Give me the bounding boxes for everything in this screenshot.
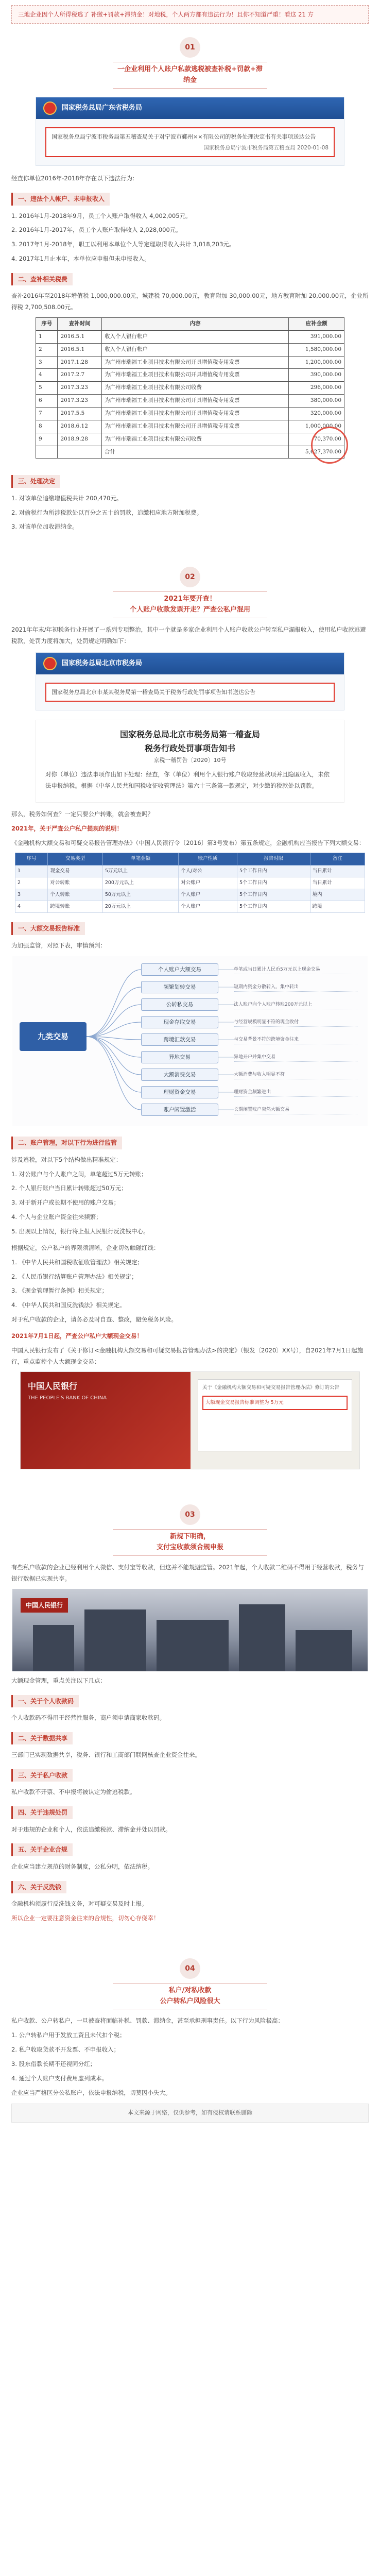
table-cell: 2018.6.12: [58, 420, 102, 433]
mind-map-branch: 频繁划转交易: [141, 981, 218, 993]
table-cell: 跨境转账: [48, 901, 102, 912]
paragraph: 金融机构须履行反洗钱义务，对可疑交易及时上报。: [11, 1900, 148, 1908]
table-cell: 2017.2.7: [58, 369, 102, 382]
table-cell: 为广州市瑞福工业项目技术有限公司开具增值税专用发票: [102, 395, 289, 408]
table-cell: 当日累计: [310, 877, 365, 889]
title-line: 支付宝收款须合规申报: [156, 1544, 223, 1552]
table-cell: 个人转账: [48, 889, 102, 901]
mind-map-branch: 大额消费交易: [141, 1069, 218, 1081]
table-cell: 5个工作日内: [237, 889, 310, 901]
screenshot-card: [36, 652, 344, 711]
paragraph: 个人收款码不得用于经营性服务，商户须申请商家收款码。: [11, 1714, 165, 1721]
table-row: [15, 877, 365, 889]
list-item: 2. 2016年1月-2017年，员工个人账户取得收入 2,028,000元。: [11, 226, 182, 234]
table-cell: 5个工作日内: [237, 877, 310, 889]
section-title: 一企业利用个人账户私款逃税被查补税+罚款+滞纳金: [113, 62, 267, 89]
mind-map-leaf: 单笔或当日累计人民币5万元以上现金交易: [234, 965, 357, 974]
violation-list: [11, 211, 369, 265]
paragraph: 查补2016年至2018年增值税 1,000,000.00元，城建税 70,000.00元，教育附加 30,000.00元，地方教育附加 20,000.00元，企业所得税 2,700,508.00元。: [11, 292, 369, 311]
table-cell: 380,000.00: [289, 395, 344, 408]
mind-map-leaf: 短期内资金分散转入、集中转出: [234, 982, 357, 992]
section-title: [113, 591, 267, 618]
mind-map-branch: 公转私交易: [141, 998, 218, 1011]
table-row: [36, 420, 344, 433]
mind-map-leaf: 异地开户并集中交易: [234, 1053, 357, 1062]
paragraph: 经查你单位2016年-2018年存在以下违法行为:: [11, 175, 135, 182]
title-line: 个人账户收款发票开走？严查公私户混用: [129, 606, 250, 614]
mind-map-connector: [87, 970, 141, 1037]
title-line: 新规下明确，: [169, 1533, 210, 1541]
table-header: 交易类型: [48, 853, 102, 865]
table-header: 账户性质: [179, 853, 237, 865]
highlight-heading: 2021年7月1日起，严查公户私户大额现金交易！: [11, 1332, 143, 1340]
paragraph: 所以企业一定要注意资金往来的合规性，切勿心存侥幸！: [11, 1914, 160, 1922]
subheading: 二、账户管理，对以下行为进行监管: [11, 1137, 122, 1149]
table-cell: 4: [15, 901, 48, 912]
table-cell: 个人账户: [179, 901, 237, 912]
mind-map-branch: 账户闲置激活: [141, 1104, 218, 1116]
paragraph: 中国人民银行发布了《关于修订<金融机构大额交易和可疑交易报告管理办法>的决定》（银发〔2020〕XX号），自2021年7月1日起施行，重点监控个人大额现金交易：: [11, 1346, 364, 1365]
paragraph: 私户收款、公户转私户，一旦被查将面临补税、罚款、滞纳金，甚至承担刑事责任。以下行为风险极高：: [11, 2017, 284, 2025]
table-cell: 5个工作日内: [237, 901, 310, 912]
mind-map-branch: 个人账户大额交易: [141, 963, 218, 976]
paragraph: 涉及逃税，对以下5个结构做出精准规定：: [11, 1156, 122, 1163]
subheading: 三、处理决定: [11, 475, 60, 487]
paragraph: 大额现金管理，重点关注以下几点：: [11, 1676, 106, 1684]
table-cell: 收入个人银行帐户: [102, 343, 289, 356]
notice-box: [45, 127, 335, 157]
title-line: 2021年要开查！: [164, 595, 216, 603]
tax-site-header: [36, 653, 344, 674]
table-header: 序号: [15, 853, 48, 865]
paragraph: 私户收款不开票、不申报将被认定为偷逃税款。: [11, 1788, 136, 1796]
site-name: 国家税务总局北京市税务局: [62, 659, 143, 667]
table-cell: 2017.5.5: [58, 407, 102, 420]
mind-map-leaf: 与经营规模明显不符的现金收付: [234, 1018, 357, 1027]
table-cell: 3: [36, 356, 58, 369]
table-cell: 1,000,000.00: [289, 420, 344, 433]
table-header: 应补金额: [289, 318, 344, 331]
list-item: 4. 通过个人账户支付费用虚列成本。: [11, 2074, 108, 2082]
section-title: [113, 1983, 267, 2010]
pboc-screenshot: [20, 1371, 360, 1469]
table-row: [36, 395, 344, 408]
mind-map-branch: 现金存取交易: [141, 1016, 218, 1028]
mind-map-connector: [87, 987, 141, 1037]
list-item: 5. 出现以上情况，银行将上报人民银行反洗钱中心。: [11, 1227, 149, 1235]
section-title: [113, 1529, 267, 1556]
footer-disclaimer: 本文来源于网络，仅供参考，如有侵权请联系删除: [11, 2104, 369, 2123]
table-cell: 合计: [102, 446, 289, 459]
subheading: 二、查补相关税费: [11, 273, 73, 285]
table-cell: 跨境: [310, 901, 365, 912]
paragraph: 为加强监管，对照下表，审慎预判：: [11, 941, 106, 949]
table-cell: 20万元以上: [102, 901, 178, 912]
list-item: 4. 个人与企业账户资金往来频繁；: [11, 1213, 102, 1221]
table-cell: 50万元以上: [102, 889, 178, 901]
table-header: 备注: [310, 853, 365, 865]
site-name: 国家税务总局广东省税务局: [62, 104, 143, 112]
table-cell: 3: [15, 889, 48, 901]
table-cell: 1,200,000.00: [289, 356, 344, 369]
mind-map-leaf: 理财资金频繁进出: [234, 1088, 357, 1097]
table-cell: 收入个人银行帐户: [102, 330, 289, 343]
building-sign: 中国人民银行: [21, 1598, 68, 1613]
paragraph: 那么，税务如何查？一定只要公户转账，就会被查吗？: [11, 810, 153, 818]
table-cell: 2: [36, 343, 58, 356]
table-cell: 当日累计: [310, 865, 365, 877]
official-seal: [311, 427, 348, 464]
table-cell: 8: [36, 420, 58, 433]
list-item: 1. 对公账户与个人账户之间，单笔超过5万元转账；: [11, 1170, 147, 1178]
list-item: 2. 《人民币银行结算账户管理办法》相关规定；: [11, 1273, 137, 1280]
section-number-badge: 01: [180, 37, 200, 58]
notice-text: 国家税务总局宁波市税务局第五稽查局关于对宁波市鄞州××有限公司的税务处理决定书有关事项送达公告: [51, 133, 316, 140]
mind-map-connector: [87, 1005, 141, 1037]
table-cell: 个人账户: [179, 889, 237, 901]
list-item: 3. 对于新开户或长期不使用的账户交易；: [11, 1199, 120, 1207]
table-cell: 1,580,000.00: [289, 343, 344, 356]
pboc-logo-en: THE PEOPLE'S BANK OF CHINA: [28, 1395, 107, 1401]
title-line: 私户/对私收款: [168, 1986, 212, 1994]
paragraph: 根据规定，公户私户的界限须清晰，企业切勿触碰红线：: [11, 1244, 160, 1251]
list-item: 1. 《中华人民共和国税收征收管理法》相关规定；: [11, 1258, 144, 1266]
table-cell: 2017.3.23: [58, 382, 102, 395]
mind-map-leaf: 与交易背景不符的跨境资金往来: [234, 1035, 357, 1044]
penalty-notice-doc: [36, 720, 344, 803]
table-cell: 现金交易: [48, 865, 102, 877]
section-number-badge: 04: [180, 1958, 200, 1979]
list-item: 3. 对该单位加收滞纳金。: [11, 523, 78, 531]
table-cell: 对公转账: [48, 877, 102, 889]
table-cell: 7: [36, 407, 58, 420]
paragraph: 企业应当严格区分公私账户，依法申报纳税，切莫因小失大。: [11, 2089, 171, 2096]
pboc-page: [191, 1372, 359, 1469]
table-cell: 2: [15, 877, 48, 889]
tax-site-header: [36, 97, 344, 119]
list-item: 4. 2017年1月止本年，本单位应申报但未申报收入。: [11, 255, 150, 263]
pboc-logo: 中国人民银行: [28, 1381, 78, 1392]
mind-map-center: 九类交易: [20, 1022, 87, 1051]
paragraph: 有些私户收款的企业已经利用个人微信、支付宝等收款，但这并不能规避监管。2021年起，个人收款二维码不得用于经营收款，税务与银行数据已实现共享。: [11, 1564, 364, 1582]
list-item: 1. 2016年1月-2018年9月，员工个人账户取得收入 4,002,005元。: [11, 212, 192, 219]
table-row: [36, 433, 344, 446]
table-row: [36, 356, 344, 369]
mind-map-branch: 跨境汇款交易: [141, 1033, 218, 1046]
pboc-banner: [21, 1372, 191, 1469]
paragraph: 对于私户收款的企业，请务必及时自查、整改，避免税务风险。: [11, 1316, 177, 1324]
table-row: [15, 865, 365, 877]
intro-banner: 三地企业因个人所得税逃了 补缴+罚款+滞纳金！对地税，个人两方都有违法行为！且你不知道严重！看这 21 方: [11, 5, 369, 24]
highlight-heading: 2021年，关于严查公户私户提现的说明！: [11, 824, 123, 832]
subheading: 六、关于反洗钱: [11, 1881, 66, 1893]
table-cell: 为广州市瑞福工业项目技术有限公司收费: [102, 382, 289, 395]
mind-map-leaf: 大额消费与收入明显不符: [234, 1070, 357, 1079]
list-item: 1. 对该单位追缴增值税共计 200,470元。: [11, 494, 123, 502]
table-cell: 为广州市瑞福工业项目技术有限公司开具增值税专用发票: [102, 420, 289, 433]
table-header: 报告时限: [237, 853, 310, 865]
announcement-box: [198, 1379, 352, 1451]
announcement-title: 关于《金融机构大额交易和可疑交易报告管理办法》修订的公告: [202, 1385, 340, 1391]
table-cell: 5个工作日内: [237, 865, 310, 877]
table-cell: [58, 446, 102, 459]
table-cell: 1: [36, 330, 58, 343]
table-cell: 6: [36, 395, 58, 408]
table-cell: 391,000.00: [289, 330, 344, 343]
table-cell: 5,627,370.00: [289, 446, 344, 459]
table-cell: 2017.3.23: [58, 395, 102, 408]
table-header: 单笔金额: [102, 853, 178, 865]
table-cell: 个人/对公: [179, 865, 237, 877]
paragraph: 2021年年末/年初税务行业开展了一系列专项整治，其中一个就是多家企业利用个人账户收款公户转至私户漏报收入，使用私户收款逃避税款，处罚力度将加大，处罚规定明确如下：: [11, 625, 366, 645]
table-cell: 2017.1.28: [58, 356, 102, 369]
list-item: 2. 私户收取货款不开发票、不申报收入；: [11, 2046, 120, 2054]
subheading: 一、违法个人帐户、未申报收入: [11, 193, 110, 205]
list-item: 2. 个人银行账户当日累计转账超过50万元；: [11, 1184, 127, 1192]
table-header: 内容: [102, 318, 289, 331]
table-cell: 9: [36, 433, 58, 446]
table-header: 序号: [36, 318, 58, 331]
paragraph: 企业应当建立规范的财务制度，公私分明，依法纳税。: [11, 1862, 153, 1870]
table-cell: 1: [15, 865, 48, 877]
table-row: [36, 330, 344, 343]
table-cell: 70,370.00: [289, 433, 344, 446]
subheading: 一、关于个人收款码: [11, 1695, 79, 1707]
table-cell: 2016.5.1: [58, 343, 102, 356]
mind-map-branch: 理财资金交易: [141, 1086, 218, 1098]
list-item: 1. 公户转私户用于发放工资且未代扣个税；: [11, 2031, 126, 2039]
screenshot-card: [36, 97, 344, 166]
mind-map-branch: 异地交易: [141, 1051, 218, 1063]
table-cell: 2016.5.1: [58, 330, 102, 343]
pboc-building-photo: [12, 1589, 368, 1671]
paragraph: 三部门已实现数据共享，税务、银行和工商部门联网核查企业资金往来。: [11, 1751, 201, 1759]
list-item: 3. 2017年1月-2018年，职工以利用本单位个人等定理取得收入共计 3,018,203元。: [11, 241, 235, 248]
subheading: 四、关于违规处罚: [11, 1806, 73, 1819]
table-row: [36, 343, 344, 356]
title-line: 公户转私户风险很大: [160, 1997, 220, 2005]
table-row: [36, 407, 344, 420]
table-cell: 296,000.00: [289, 382, 344, 395]
table-row: [36, 369, 344, 382]
list-item: 3. 《现金管理暂行条例》相关规定；: [11, 1287, 108, 1295]
list-item: 3. 股东借款长期不还视同分红；: [11, 2060, 96, 2067]
subheading: 五、关于企业合规: [11, 1843, 73, 1856]
notice-signature: 国家税务总局宁波市税务局第五稽查局 2020-01-08: [203, 144, 329, 151]
subheading: 一、大额交易报告标准: [11, 922, 85, 935]
mind-map: [12, 956, 368, 1126]
mind-map-connector: [87, 1037, 141, 1092]
table-cell: 5万元以上: [102, 865, 178, 877]
table-cell: 390,000.00: [289, 369, 344, 382]
table-row: [15, 889, 365, 901]
table-cell: 境内: [310, 889, 365, 901]
table-cell: 为广州市瑞福工业项目技术有限公司开具增值税专用发票: [102, 407, 289, 420]
subheading: 三、关于私户收款: [11, 1769, 73, 1782]
table-cell: 为广州市瑞福工业项目技术有限公司收费: [102, 433, 289, 446]
table-row: [15, 901, 365, 912]
table-cell: 320,000.00: [289, 407, 344, 420]
table-cell: 为广州市瑞福工业项目技术有限公司开具增值税专用发票: [102, 369, 289, 382]
section-number-badge: 02: [180, 567, 200, 587]
announcement-highlight: 大额现金交易报告标准调整为 5万元: [202, 1396, 348, 1410]
list-item: 4. 《中华人民共和国反洗钱法》相关规定。: [11, 1301, 126, 1309]
mind-map-leaf: 长期闲置账户突然大额交易: [234, 1105, 357, 1114]
table-cell: 2018.9.28: [58, 433, 102, 446]
section-number-badge: 03: [180, 1504, 200, 1525]
notice-text: 国家税务总局北京市某某税务局第一稽查局关于税务行政处罚事项告知书送达公告: [51, 688, 255, 696]
paragraph: 对于违规的企业和个人，依法追缴税款、滞纳金并处以罚款。: [11, 1825, 171, 1833]
table-row: [36, 446, 344, 459]
national-emblem-icon: [43, 101, 57, 115]
mind-map-connector: [87, 1037, 141, 1075]
doc-body: 对你（单位）违法事项作出如下处理：经查，你（单位）利用个人银行账户收取经营款项并且隐匿收入，未依法申报纳税。根据《中华人民共和国税收征收管理法》第六十三条第一款规定，对少缴的税款处以罚款。: [45, 771, 330, 790]
table-cell: 5: [36, 382, 58, 395]
notice-box: [45, 683, 335, 702]
doc-title: 税务行政处罚事项告知书: [144, 743, 235, 754]
table-cell: 对公账户: [179, 877, 237, 889]
table-row: [36, 382, 344, 395]
doc-number: 京税一稽罚告〔2020〕10号: [153, 756, 227, 764]
national-emblem-icon: [43, 657, 57, 670]
list-item: 2. 对偷税行为所涉税款处以百分之五十的罚款，追缴相应地方附加税费。: [11, 509, 203, 516]
income-table: [36, 317, 344, 459]
subheading: 二、关于数据共享: [11, 1732, 73, 1744]
table-cell: 200万元以上: [102, 877, 178, 889]
table-cell: [36, 446, 58, 459]
table-cell: 为广州市瑞福工业项目技术有限公司开具增值税专用发票: [102, 356, 289, 369]
doc-title: 国家税务总局北京市税务局第一稽查局: [119, 730, 260, 740]
table-cell: 4: [36, 369, 58, 382]
transaction-table: [15, 853, 365, 913]
paragraph: 《金融机构大额交易和可疑交易报告管理办法》（中国人民银行令〔2016〕第3号发布）第五条规定，金融机构应当报告下列大额交易：: [11, 839, 365, 846]
mind-map-leaf: 法人账户向个人账户转账200万元以上: [234, 1000, 357, 1009]
table-header: 查补时间: [58, 318, 102, 331]
